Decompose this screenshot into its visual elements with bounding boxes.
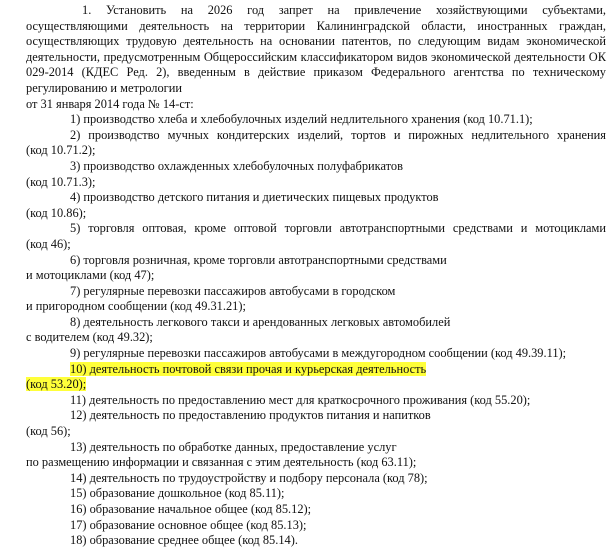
list-item: [26, 190, 606, 221]
list-item-line: 11) деятельность по предоставлению мест для краткосрочного проживания (код 55.20);: [70, 392, 531, 407]
list-item-continuation: (код 10.71.3);: [26, 174, 96, 189]
list-item-line: 15) образование дошкольное (код 85.11);: [70, 486, 285, 501]
list-item: [26, 393, 606, 409]
list-item: [26, 253, 606, 284]
list-item: [26, 408, 606, 439]
highlighted-text: 10) деятельность почтовой связи прочая и курьерская деятельность: [70, 361, 427, 376]
list-item: [26, 128, 606, 159]
list-item-line: 2) производство мучных кондитерских изделий, тортов и пирожных недлительного хранения: [70, 127, 606, 142]
list-item-line: 9) регулярные перевозки пассажиров автобусами в междугородном сообщении (код 49.39.11);: [70, 346, 567, 361]
list-item: [26, 362, 606, 393]
list-item-line: 14) деятельность по трудоустройству и подбору персонала (код 78);: [70, 470, 428, 485]
list-item-continuation: (код 10.86);: [26, 205, 87, 220]
list-item-line: 18) образование среднее общее (код 85.14).: [70, 533, 298, 548]
list-item: [26, 112, 606, 128]
list-item-line: 5) торговля оптовая, кроме оптовой торговли автотранспортными средствами и мотоциклами: [70, 221, 606, 236]
list-item-line: 17) образование основное общее (код 85.13);: [70, 517, 307, 532]
list-item-line: 8) деятельность легкового такси и арендованных легковых автомобилей: [70, 314, 451, 329]
list-item: [26, 471, 606, 487]
list-item-line: [26, 362, 606, 378]
list-item-line: 4) производство детского питания и диетических пищевых продуктов: [70, 190, 439, 205]
list-item-continuation: (код 10.71.2);: [26, 143, 96, 158]
list-item: [26, 486, 606, 502]
list-item: [26, 315, 606, 346]
list-item: [26, 284, 606, 315]
list-item: [26, 533, 606, 549]
intro-paragraph: 1. Установить на 2026 год запрет на привлечение хозяйствующими субъектами, осуществляющими деятельность на территории Калининградской области, иностранных граждан, осуществляющих трудовую деятельность на основании патентов, по следующим видам экономической деятельности, предусмотренным Общероссийским классификатором видов экономической деятельности ОК 029-2014 (КДЕС Ред. 2), введенным в действие приказом Федерального агентства по техническому регулированию и метрологии: [26, 3, 606, 95]
list-item-line: 6) торговля розничная, кроме торговли автотранспортными средствами: [70, 252, 447, 267]
list-item-continuation: и мотоциклами (код 47);: [26, 268, 155, 283]
list-item: [26, 440, 606, 471]
list-item: [26, 346, 606, 362]
list-item: [26, 502, 606, 518]
list-item-continuation: (код 46);: [26, 236, 71, 251]
list-item-continuation: и пригородном сообщении (код 49.31.21);: [26, 299, 246, 314]
list-item: [26, 518, 606, 534]
highlighted-text: (код 53.20);: [26, 377, 87, 392]
list-item-continuation: (код 56);: [26, 424, 71, 439]
list-item-line: 16) образование начальное общее (код 85.12);: [70, 502, 312, 516]
list-item-line: 3) производство охлажденных хлебобулочных полуфабрикатов: [70, 158, 403, 173]
list-item-line: 7) регулярные перевозки пассажиров автобусами в городском: [70, 283, 396, 298]
list-item-line: 13) деятельность по обработке данных, предоставление услуг: [70, 439, 397, 454]
list-item-continuation: с водителем (код 49.32);: [26, 330, 153, 345]
list-item-line: 12) деятельность по предоставлению продуктов питания и напитков: [70, 408, 431, 423]
list-item-continuation: по размещению информации и связанная с этим деятельность (код 63.11);: [26, 455, 417, 470]
list-item-line: 1) производство хлеба и хлебобулочных изделий недлительного хранения (код 10.71.1);: [70, 112, 533, 127]
list-item-continuation: [26, 377, 606, 393]
list-item: [26, 221, 606, 252]
intro-last-line: от 31 января 2014 года № 14-ст:: [26, 96, 194, 111]
list-items: [26, 112, 606, 549]
list-item: [26, 159, 606, 190]
